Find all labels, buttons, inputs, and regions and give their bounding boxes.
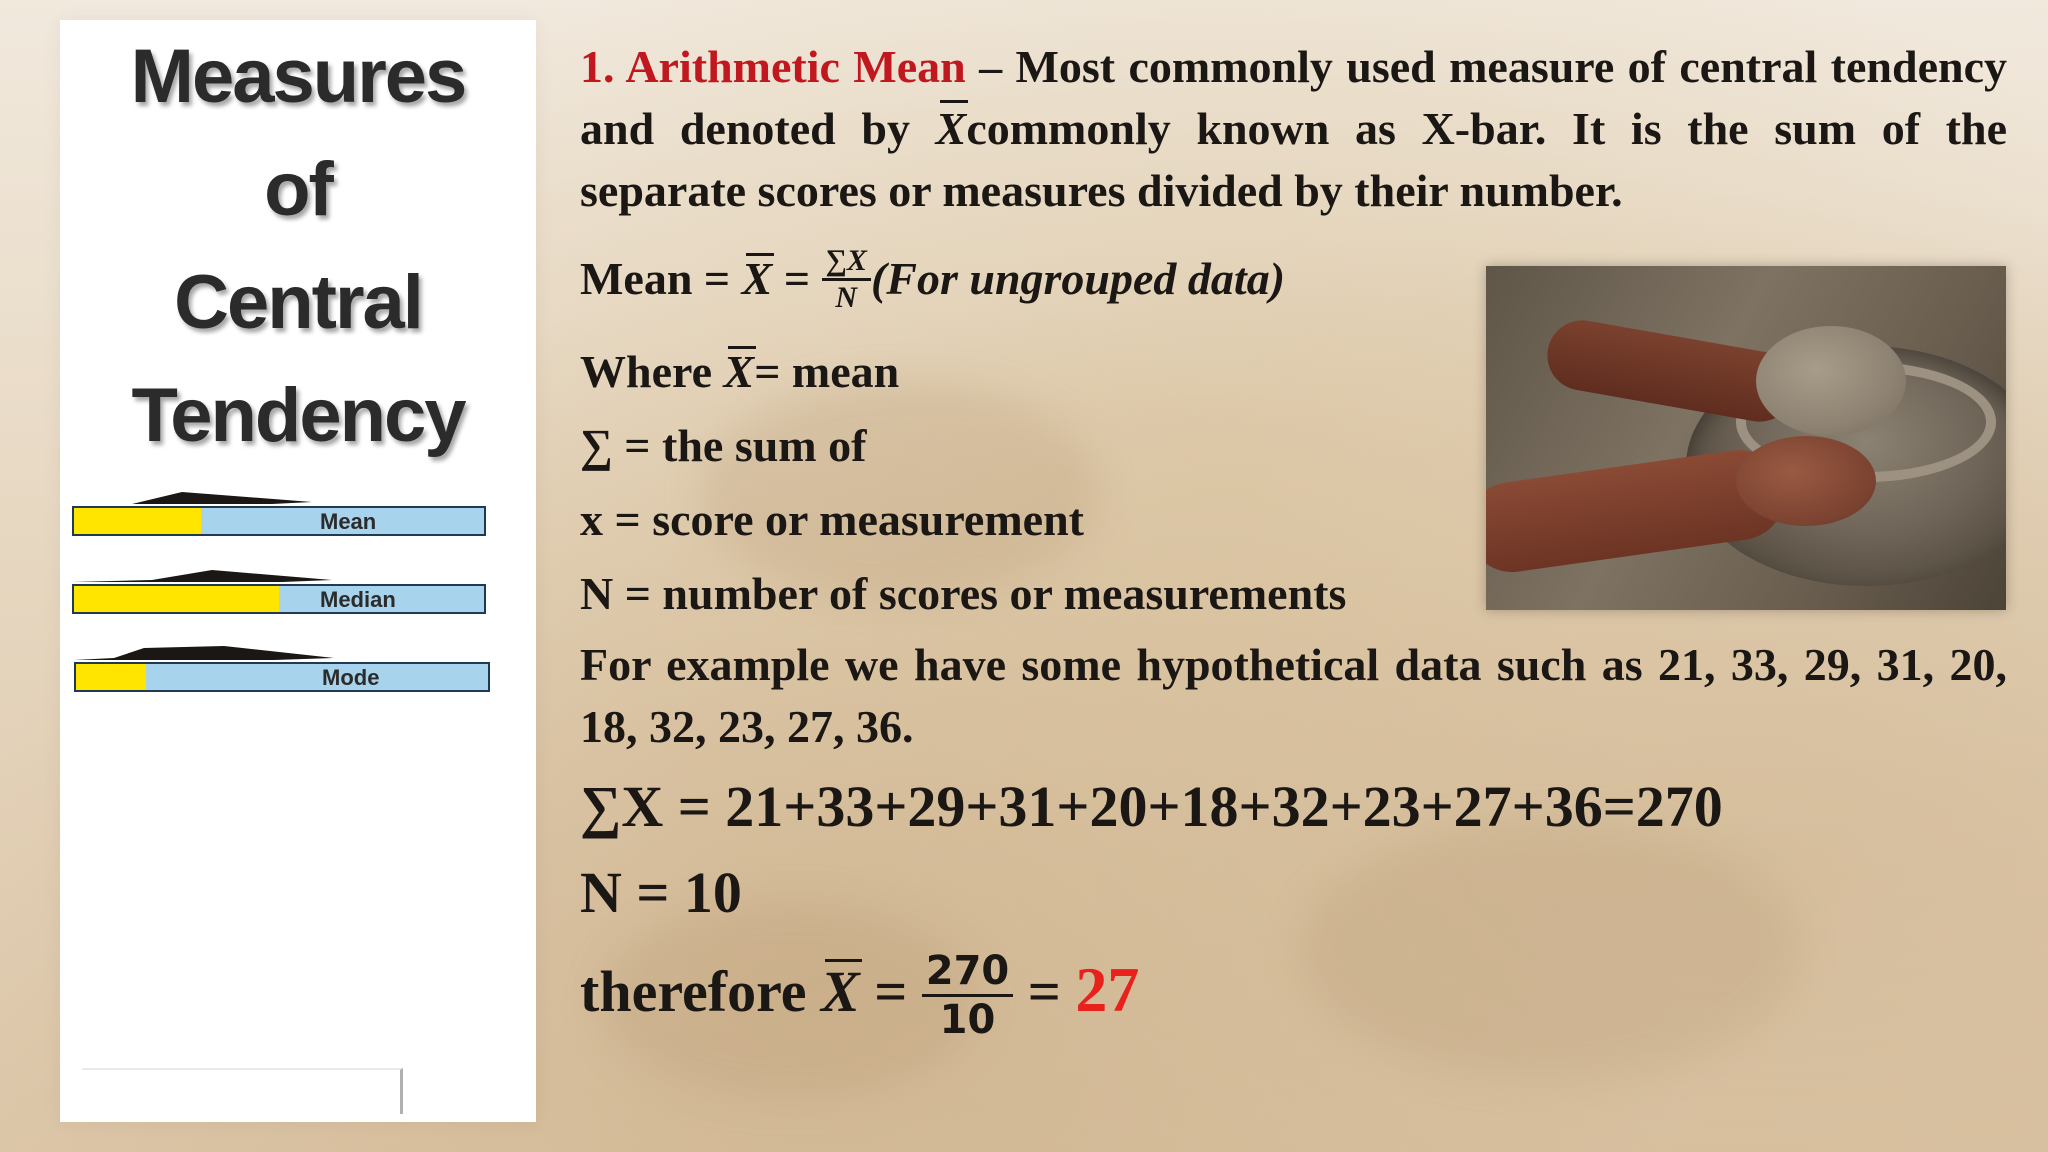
- mode-bar: [74, 662, 490, 692]
- definition-text: Where: [580, 346, 724, 397]
- section-heading: 1. Arithmetic Mean: [580, 41, 966, 92]
- definition-text: = mean: [754, 346, 900, 397]
- xbar-symbol: X: [936, 98, 967, 160]
- intro-paragraph: [580, 36, 2007, 222]
- result-equals: =: [859, 958, 922, 1024]
- result-equals: =: [1013, 958, 1076, 1024]
- example-paragraph: For example we have some hypothetical data such as 21, 33, 29, 31, 20, 18, 32, 23, 27, 36.: [580, 639, 2007, 752]
- result-fraction: [922, 948, 1014, 1043]
- mode-bar-label: Mode: [322, 665, 380, 690]
- formula-fraction: [822, 244, 871, 315]
- xbar-symbol: X: [724, 344, 755, 400]
- n-value: N = 10: [580, 860, 742, 925]
- formula-denominator: N: [835, 281, 858, 314]
- mean-bar-fill: [74, 508, 201, 534]
- formula-equals: =: [772, 253, 822, 305]
- slide-title: [60, 20, 536, 472]
- xbar-symbol: X: [742, 251, 773, 307]
- mean-bar: [72, 506, 486, 536]
- title-line: Tendency: [131, 373, 465, 458]
- signature-line: [82, 1068, 403, 1114]
- hand: [1736, 436, 1876, 526]
- median-bar-fill: [74, 586, 279, 612]
- title-line: Measures: [130, 34, 466, 119]
- definition-xbar: [580, 344, 899, 400]
- fraction-denominator: 10: [939, 997, 996, 1043]
- median-bar-label: Median: [320, 587, 396, 612]
- clay-covered-hand: [1756, 326, 1906, 436]
- pottery-photo: [1486, 266, 2006, 610]
- mean-formula: [580, 244, 1286, 319]
- definition-n: N = number of scores or measurements: [580, 568, 1347, 619]
- definition-x: x = score or measurement: [580, 494, 1084, 545]
- formula-note: (For ungrouped data): [870, 253, 1286, 305]
- median-bar: [72, 584, 486, 614]
- intro-text: commonly known as X-bar. It is the sum of the separate scores or measures divided by their number.: [580, 103, 2007, 216]
- formula-prefix: Mean =: [580, 253, 742, 305]
- result-prefix: therefore: [580, 958, 822, 1024]
- xbar-symbol: X: [821, 957, 860, 1027]
- formula-numerator: ∑X: [822, 244, 871, 281]
- mode-bar-fill: [76, 664, 146, 690]
- intro-text: – Most commonly used measure of central tendency and denoted by: [580, 41, 2007, 154]
- result-value: 27: [1075, 953, 1140, 1025]
- sum-calculation: ∑X = 21+33+29+31+20+18+32+23+27+36=270: [580, 774, 1723, 839]
- title-line: of: [264, 147, 332, 232]
- definition-sum: ∑ = the sum of: [580, 420, 867, 471]
- result-line: [580, 950, 1139, 1045]
- fraction-numerator: 270: [922, 948, 1014, 997]
- title-line: Central: [174, 260, 422, 345]
- background-texture: [1300, 820, 1800, 1080]
- mean-bar-label: Mean: [320, 509, 377, 534]
